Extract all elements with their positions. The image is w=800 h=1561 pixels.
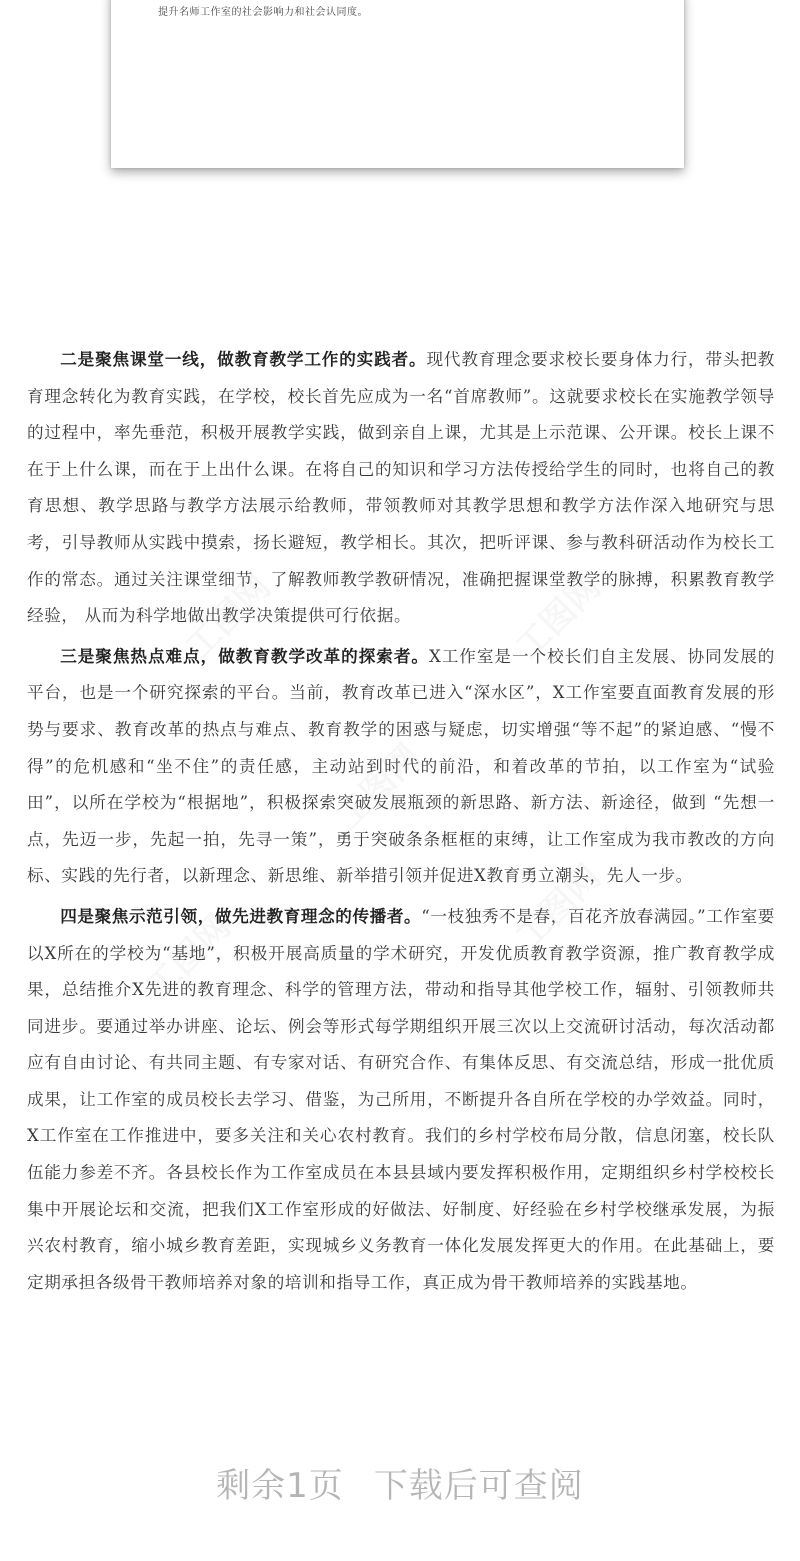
article-body [27, 341, 775, 1301]
article-paragraph [27, 341, 775, 635]
article-paragraph [27, 898, 775, 1302]
paragraph-heading: 三是聚焦热点难点，做教育教学改革的探索者。 [60, 645, 429, 666]
paragraph-heading: 四是聚焦示范引领，做先进教育理念的传播者。 [60, 905, 422, 926]
download-prompt[interactable] [0, 1458, 800, 1507]
article-paragraph [27, 638, 775, 895]
document-page-preview [111, 0, 684, 168]
paragraph-text: “一枝独秀不是春，百花齐放春满园。”工作室要以X所在的学校为“基地”，积极开展高质量的学术研究，开发优质教育教学资源，推广教育教学成果，总结推介X先进的教育理念、科学的管理方法，带动和指导其他学校工作，辐射、引领教师共同进步。要通过举办讲座、论坛、例会等形式每学期组织开展三次以上交流研讨活动，每次活动都应有自由讨论、有共同主题、有专家对话、有研究合作、有集体反思、有交流总结，形成一批优质成果，让工作室的成员校长去学习、借鉴，为己所用，不断提升各自所在学校的办学效益。同时，X工作室在工作推进中，要多关注和关心农村教育。我们的乡村学校布局分散，信息闭塞，校长队伍能力参差不齐。各县校长作为工作室成员在本县县域内要发挥积极作用，定期组织乡村学校校长集中开展论坛和交流，把我们X工作室形成的好做法、好制度、好经验在乡村学校继承发展，为振兴农村教育，缩小城乡教育差距，实现城乡义务教育一体化发展发挥更大的作用。在此基础上，要定期承担各级骨干教师培养对象的培训和指导工作，真正成为骨干教师培养的实践基地。 [27, 906, 776, 1292]
paragraph-heading: 二是聚焦课堂一线，做教育教学工作的实践者。 [60, 349, 427, 369]
preview-text-line: 提升名师工作室的社会影响力和社会认同度。 [158, 7, 368, 18]
remaining-pages-label: 剩余1页 [216, 1466, 344, 1506]
paragraph-text: 现代教育理念要求校长要身体力行，带头把教育理念转化为教育实践，在学校，校长首先应成为一名“首席教师”。这就要求校长在实施教学领导的过程中，率先垂范，积极开展教学实践，做到亲自上课，尤其是上示范课、公开课。校长上课不在于上什么课，而在于上出什么课。在将自己的知识和学习方法传授给学生的同时，也将自己的教育思想、教学思路与教学方法展示给教师，带领教师对其教学思想和教学方法作深入地研究与思考，引导教师从实践中摸索，扬长避短，教学相长。其次，把听评课、参与教科研活动作为校长工作的常态。通过关注课堂细节，了解教师教学教研情况，准确把握课堂教学的脉搏，积累教育教学经验， 从而为科学地做出教学决策提供可行依据。 [27, 350, 775, 626]
download-to-view-label: 下载后可查阅 [373, 1466, 584, 1506]
paragraph-text: X工作室是一个校长们自主发展、协同发展的平台，也是一个研究探索的平台。当前，教育改革已进入“深水区”，X工作室要直面教育发展的形势与要求、教育改革的热点与难点、教育教学的困惑与疑虑，切实增强“等不起”的紧迫感、“慢不得”的危机感和“坐不住”的责任感，主动站到时代的前沿，和着改革的节拍，以工作室为“试验田”，以所在学校为“根据地”，积极探索突破发展瓶颈的新思路、新方法、新途径，做到 “先想一点，先迈一步，先起一拍，先寻一策”，勇于突破条条框框的束缚，让工作室成为我市教改的方向标、实践的先行者，以新理念、新思维、新举措引领并促进X教育勇立潮头，先人一步。 [27, 646, 776, 886]
